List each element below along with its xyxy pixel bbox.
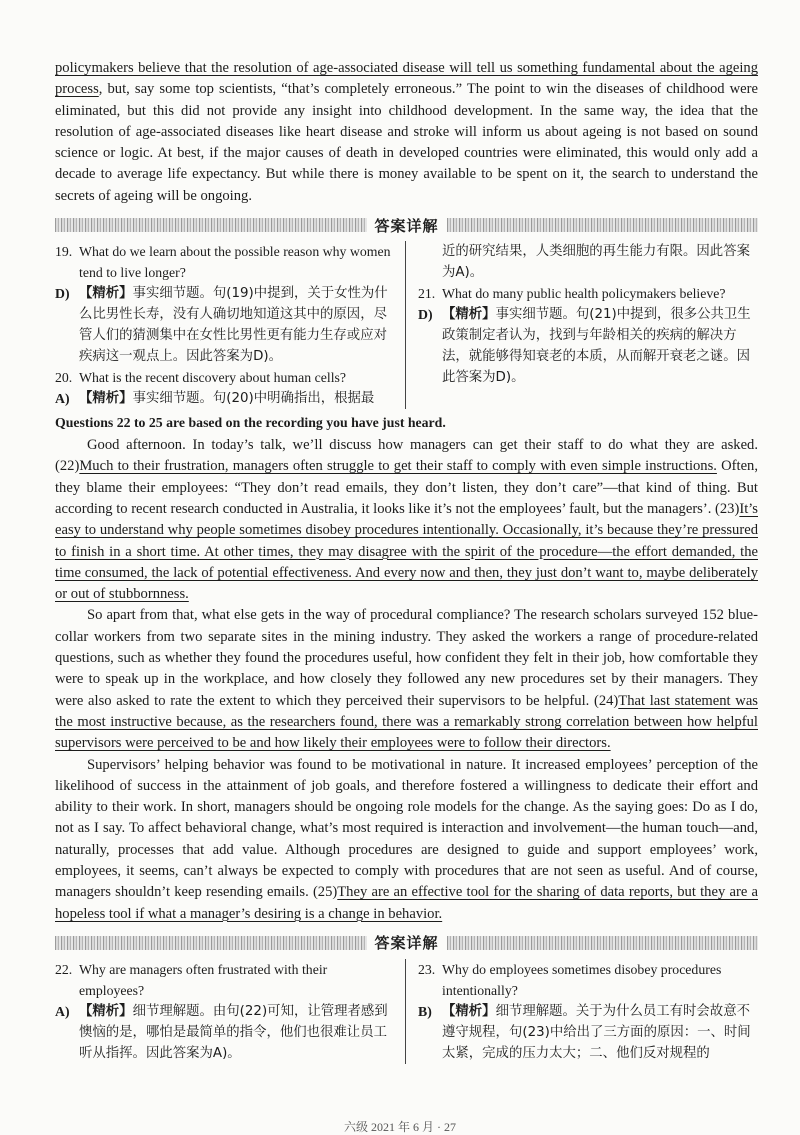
answer-20-continued: 近的研究结果，人类细胞的再生能力有限。因此答案为A)。	[442, 244, 750, 281]
banner-label: 答案详解	[374, 216, 439, 235]
answer-banner-1	[55, 213, 758, 237]
answers-block-2	[55, 959, 758, 1064]
passage-1: policymakers believe that the resolution of age-associated disease will tell us something fundamental about the ageing process, but, say some top scientists, “that’s completely erroneous.” The point to win the diseases of childhood were eliminated, but this did not provide any insight into childhood development. In the same way, the idea that the resolution of age-associated diseases like heart disease and stroke will inform us about ageing is not based on sound science or logic. At best, if the major causes of death in developed countries were eliminated, this would only add a decade to average life expectancy. But while there is money available to be spent on it, the search to understand the secrets of ageing will be ongoing.	[55, 60, 758, 204]
section-heading: Questions 22 to 25 are based on the recording you have just heard.	[55, 415, 446, 431]
answer-22: A) 【精析】细节理解题。由句(22)可知，让管理者感到懊恼的是，哪怕是最简单的指令，他们也很难让员工听从指挥。因此答案为A)。	[55, 1003, 388, 1061]
question-21: 21. What do many public health policymakers believe?	[418, 286, 726, 302]
underlined-sentence-25: They are an effective tool for the sharing of data reports, but they are a hopeless tool if what a manager’s desiring is a change in behavior.	[55, 884, 758, 922]
answers-left-column	[55, 959, 406, 1064]
banner-texture	[447, 936, 759, 950]
banner-texture	[55, 936, 367, 950]
underlined-sentence-21: policymakers believe that the resolution of age-associated disease will tell us something fundamental about the ageing process	[55, 60, 758, 98]
answer-19: D) 【精析】事实细节题。句(19)中提到，关于女性为什么比男性长寿，没有人确切地知道这其中的原因，尽管人们的猜测集中在女性比男性更有能力生存或应对疾病这一观点上。因此答案为D)。	[55, 286, 388, 365]
passage-2-paragraph-1: Good afternoon. In today’s talk, we’ll discuss how managers can get their staff to do what they are asked. (22)Much to their frustration, managers often struggle to get their staff to comply with even simple instructions. Often, they blame their employees: “They don’t read emails, they don’t listen, they don’t care”—that kind of thing. But according to recent research conducted in Australia, it looks like it’s not the employees’ fault, but the managers’. (23)It’s easy to understand why people sometimes disobey procedures intentionally. Occasionally, it’s because they’re pressured to finish in a short time. At other times, they may disagree with the spirit of the procedure—the effort demanded, the time consumed, the lack of potential effectiveness. And every now and then, they just don’t want to, maybe deliberately or out of stubbornness.	[55, 437, 758, 603]
underlined-sentence-24: That last statement was the most instructive because, as the researchers found, there was a remarkably strong correlation between how helpful supervisors were perceived to be and how likely their employees were to follow their directors.	[55, 692, 758, 752]
page-footer: 六级 2021 年 6 月 · 27	[344, 1120, 456, 1134]
answer-20: A) 【精析】事实细节题。句(20)中明确指出，根据最	[55, 391, 375, 407]
banner-texture	[447, 218, 759, 232]
question-22: 22. Why are managers often frustrated with their employees?	[55, 961, 328, 998]
question-20: 20. What is the recent discovery about human cells?	[55, 370, 347, 386]
underlined-sentence-22: Much to their frustration, managers often struggle to get their staff to comply with even simple instructions.	[79, 458, 717, 475]
passage-2-paragraph-2: So apart from that, what else gets in the way of procedural compliance? The research scholars surveyed 152 blue-collar workers from two separate sites in the mining industry. They asked the workers a range of procedure-related questions, such as whether they found the procedures useful, how confident they felt in their job, how comfortable they were to speak up in the workplace, and how closely they followed any new procedures set by their managers. They were also asked to rate the extent to which they perceived their supervisors to be helpful. (24)That last statement was the most instructive because, as the researchers found, there was a remarkably strong correlation between how helpful supervisors were perceived to be and how likely their employees were to follow their directors.	[55, 607, 758, 752]
banner-label: 答案详解	[374, 934, 439, 953]
passage-2-paragraph-3: Supervisors’ helping behavior was found to be motivational in nature. It increased employees’ perception of the likelihood of success in the attainment of job goals, and therefore fostered a willingness to dedicate their effort and ability to their work. In short, managers should be ongoing role models for the change. As the saying goes: Do as I do, not as I say. To affect behavioral change, what’s most required is interaction and involvement—the human touch—and, naturally, processes that add value. Although procedures are designed to guide and support employees’ work, employees, it seems, can’t always be expected to comply with procedures that are not seen as useful. And of course, managers shouldn’t keep resending emails. (25)They are an effective tool for the sharing of data reports, but they are a hopeless tool if what a manager’s desiring is a change in behavior.	[55, 756, 758, 922]
answer-banner-2	[55, 931, 758, 955]
page	[55, 58, 758, 1064]
answers-left-column	[55, 241, 406, 409]
banner-texture	[55, 218, 367, 232]
question-19: 19. What do we learn about the possible reason why women tend to live longer?	[55, 244, 391, 281]
answers-block-1	[55, 241, 758, 409]
answer-23: B) 【精析】细节理解题。关于为什么员工有时会故意不遵守规程，句(23)中给出了三方面的原因：一、时间太紧，完成的压力太大；二、他们反对规程的	[418, 1003, 751, 1061]
answers-right-column	[406, 959, 758, 1064]
question-23: 23. Why do employees sometimes disobey procedures intentionally?	[418, 961, 722, 998]
answers-right-column	[406, 241, 758, 409]
answer-21: D) 【精析】事实细节题。句(21)中提到，很多公共卫生政策制定者认为，找到与年龄相关的疾病的解决方法，就能够得知衰老的本质，从而解开衰老之谜。因此答案为D)。	[418, 307, 751, 386]
underlined-sentence-23: It’s easy to understand why people sometimes disobey procedures intentionally. Occasionally, it’s because they’re pressured to finish in a short time. At other times, they may disagree with the spirit of the procedure—the effort demanded, the time consumed, the lack of potential effectiveness. And every now and then, they just don’t want to, maybe deliberately or out of stubbornness.	[55, 500, 758, 603]
